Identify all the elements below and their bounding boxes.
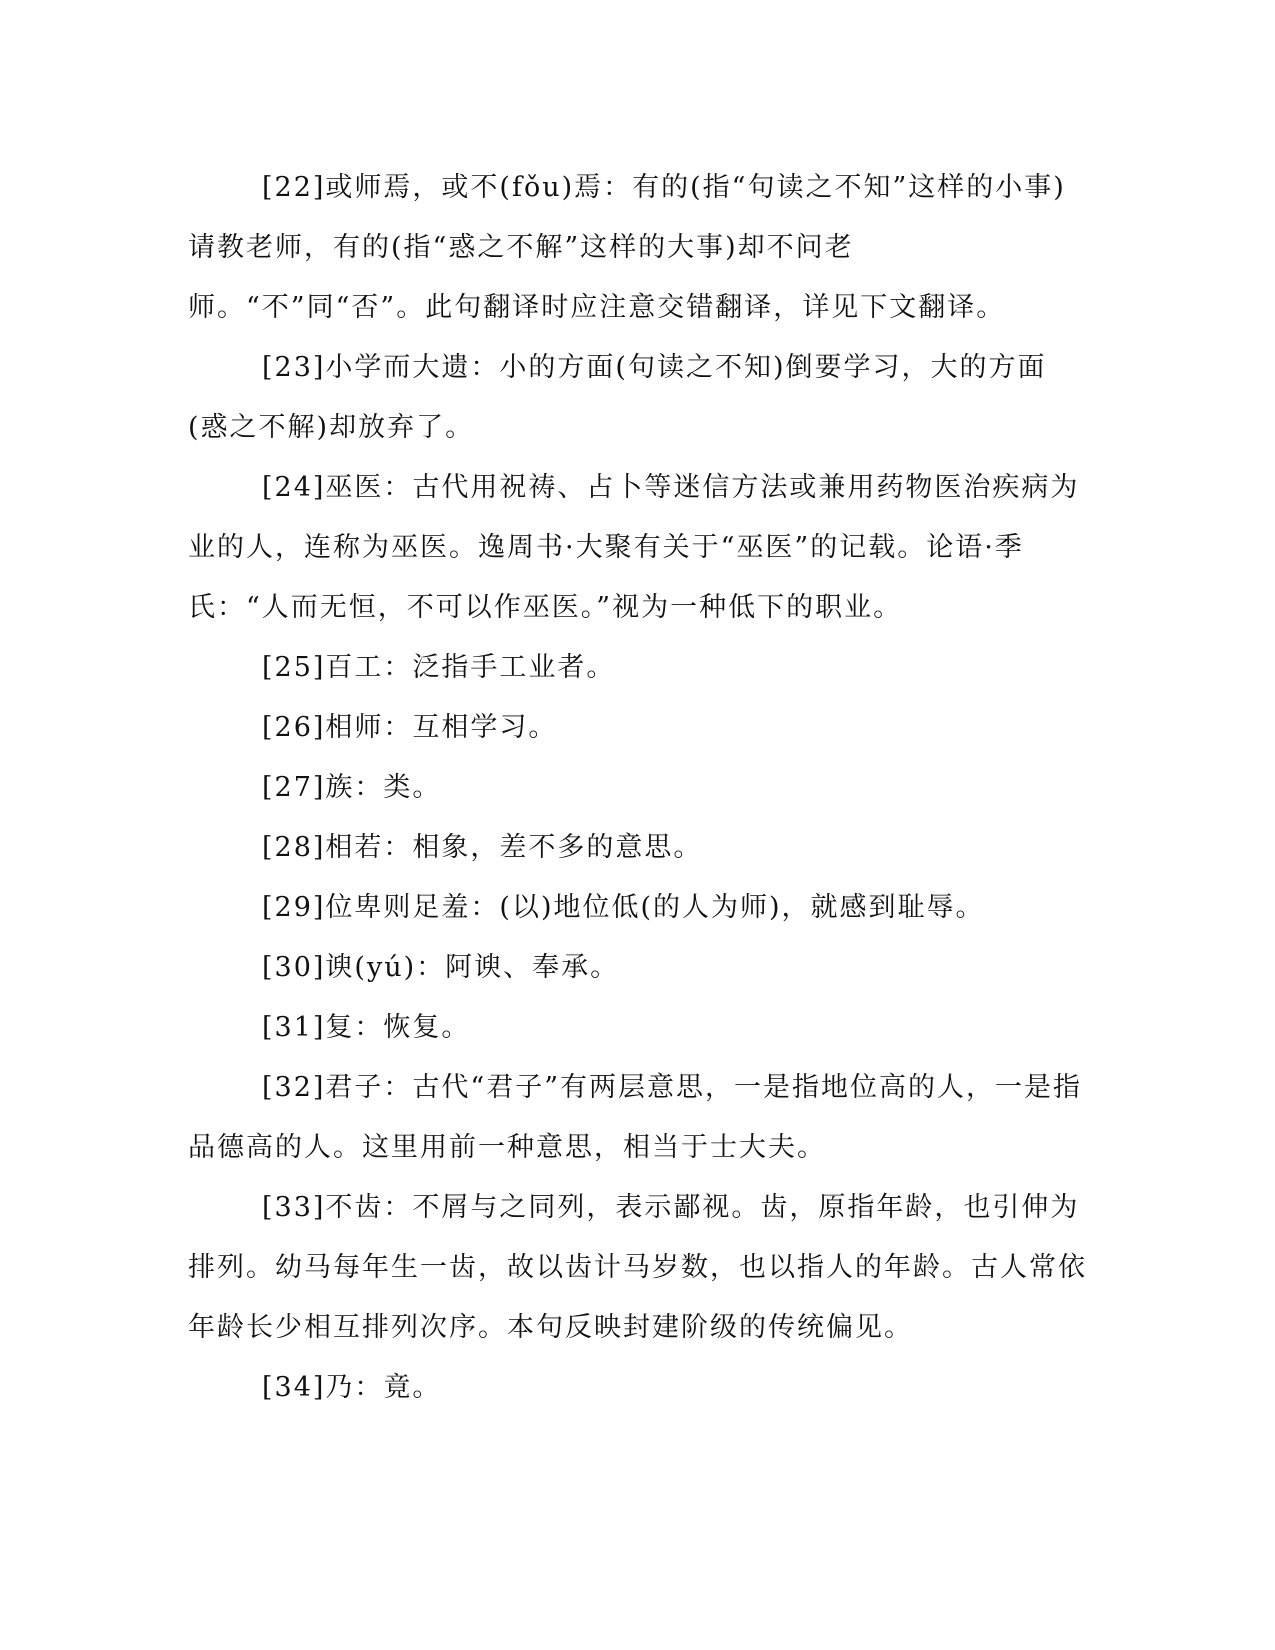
note-31: [31]复：恢复。 xyxy=(262,1012,471,1043)
note-32: [32]君子：古代“君子”有两层意思，一是指地位高的人，一是指品德高的人。这里用前一种意思，相当于士大夫。 xyxy=(188,1072,1083,1163)
note-22: [22]或师焉，或不(fǒu)焉：有的(指“句读之不知”这样的小事)请教老师，有的(指“惑之不解”这样的大事)却不问老师。“不”同“否”。此句翻译时应注意交错翻译，详见下文翻译。 xyxy=(188,172,1066,323)
document-page xyxy=(188,158,1088,1418)
note-27: [27]族：类。 xyxy=(262,772,442,803)
note-26: [26]相师：互相学习。 xyxy=(262,712,558,743)
note-28: [28]相若：相象，差不多的意思。 xyxy=(262,832,703,863)
note-23: [23]小学而大遗：小的方面(句读之不知)倒要学习，大的方面(惑之不解)却放弃了。 xyxy=(188,352,1047,443)
note-33: [33]不齿：不屑与之同列，表示鄙视。齿，原指年龄，也引伸为排列。幼马每年生一齿，故以齿计马岁数，也以指人的年龄。古人常依年龄长少相互排列次序。本句反映封建阶级的传统偏见。 xyxy=(188,1192,1087,1343)
note-29: [29]位卑则足羞：(以)地位低(的人为师)，就感到耻辱。 xyxy=(262,892,985,923)
note-24: [24]巫医：古代用祝祷、占卜等迷信方法或兼用药物医治疾病为业的人，连称为巫医。逸周书·大聚有关于“巫医”的记载。论语·季氏：“人而无恒，不可以作巫医。”视为一种低下的职业。 xyxy=(188,472,1080,623)
note-30: [30]谀(yú)：阿谀、奉承。 xyxy=(262,952,620,983)
note-34: [34]乃：竟。 xyxy=(262,1372,442,1403)
note-25: [25]百工：泛指手工业者。 xyxy=(262,652,616,683)
